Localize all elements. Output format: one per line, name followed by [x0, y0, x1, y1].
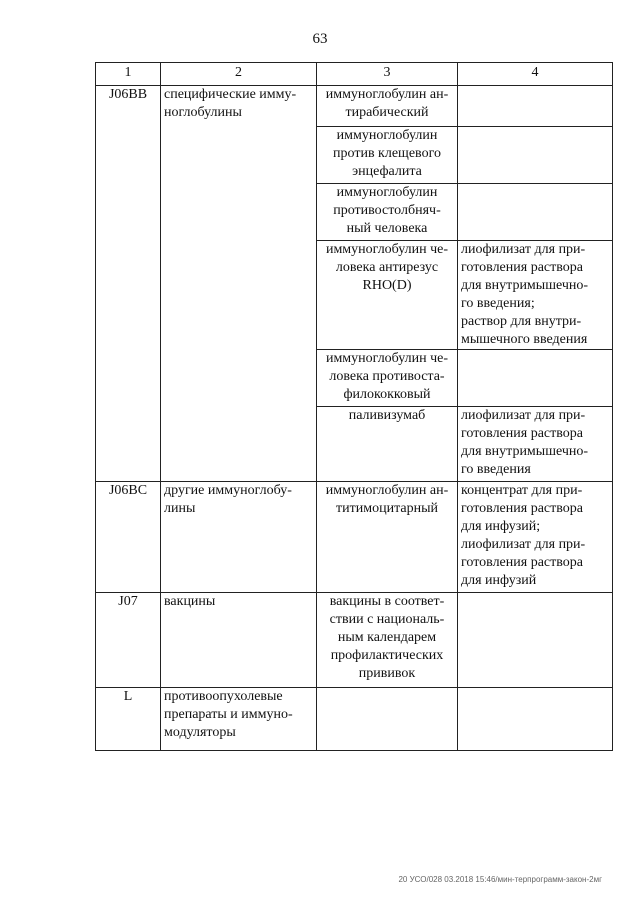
group-name: другие иммуноглобу- лины — [161, 482, 317, 593]
dosage-form — [458, 593, 613, 688]
drug-name: иммуноглобулин против клещевого энцефалита — [317, 127, 458, 184]
drug-name — [317, 688, 458, 751]
document-footer: 20 УСО/028 03.2018 15:46/мин-терпрограмм-закон-2мг — [398, 875, 602, 884]
drug-classification-table — [95, 62, 613, 751]
atc-code: J06BB — [96, 86, 161, 482]
drug-name: иммуноглобулин противостолбняч- ный человека — [317, 184, 458, 241]
header-col-3: 3 — [317, 63, 458, 86]
table-row — [96, 593, 613, 688]
atc-code: J06BC — [96, 482, 161, 593]
dosage-form — [458, 86, 613, 127]
header-col-1: 1 — [96, 63, 161, 86]
dosage-form — [458, 688, 613, 751]
atc-code: L — [96, 688, 161, 751]
header-col-2: 2 — [161, 63, 317, 86]
group-name: противоопухолевые препараты и иммуно- модуляторы — [161, 688, 317, 751]
dosage-form: лиофилизат для при- готовления раствора для внутримышечно- го введения; раствор для внутри- мышечного введения — [458, 241, 613, 350]
header-col-4: 4 — [458, 63, 613, 86]
dosage-form — [458, 350, 613, 407]
drug-name: иммуноглобулин че- ловека антирезус RHO(D) — [317, 241, 458, 350]
drug-name: вакцины в соответ- ствии с националь- ным календарем профилактических прививок — [317, 593, 458, 688]
drug-name: иммуноглобулин че- ловека противоста- филококковый — [317, 350, 458, 407]
dosage-form: лиофилизат для при- готовления раствора для внутримышечно- го введения — [458, 407, 613, 482]
atc-code: J07 — [96, 593, 161, 688]
dosage-form — [458, 184, 613, 241]
group-name: специфические имму- ноглобулины — [161, 86, 317, 482]
drug-name: иммуноглобулин ан- титимоцитарный — [317, 482, 458, 593]
dosage-form — [458, 127, 613, 184]
table-row — [96, 86, 613, 127]
group-name: вакцины — [161, 593, 317, 688]
drug-name: иммуноглобулин ан- тирабический — [317, 86, 458, 127]
table-row — [96, 482, 613, 593]
table-header-row — [96, 63, 613, 86]
page-number: 63 — [312, 31, 328, 47]
drug-name: паливизумаб — [317, 407, 458, 482]
table-row — [96, 688, 613, 751]
dosage-form: концентрат для при- готовления раствора для инфузий; лиофилизат для при- готовления раствора для инфузий — [458, 482, 613, 593]
